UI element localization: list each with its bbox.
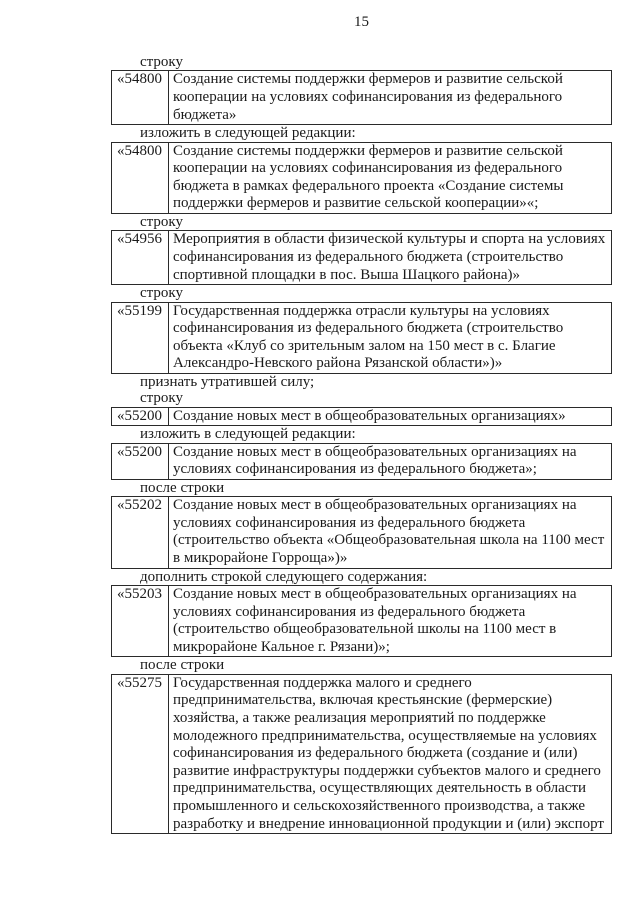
text-line: Государственная поддержка отрасли культуры на условиях xyxy=(173,302,550,319)
text-line: разработку и внедрение инновационной продукции и (или) экспорт xyxy=(173,815,604,832)
text-line: условиях софинансирования из федерального бюджета xyxy=(173,514,526,531)
row-text xyxy=(169,71,611,124)
instruction-label: после строки xyxy=(140,657,225,674)
text-line: предпринимательства, осуществляющих деятельность в области xyxy=(173,780,587,797)
row-text xyxy=(169,497,611,567)
text-line: софинансирования из федерального бюджета (создание и (или) xyxy=(173,745,578,762)
row-code: «54800 xyxy=(112,143,169,213)
row-code: «55275 xyxy=(112,675,169,833)
text-line: Создание новых мест в общеобразовательных организациях» xyxy=(173,407,566,424)
text-line: спортивной площадки в пос. Выша Шацкого района)» xyxy=(173,266,521,283)
instruction-label: строку xyxy=(140,390,183,407)
text-line: Государственная поддержка малого и среднего xyxy=(173,674,472,691)
text-line: промышленного и сельскохозяйственного производства, а также xyxy=(173,797,586,814)
page-number: 15 xyxy=(354,14,369,30)
text-line: Мероприятия в области физической культуры и спорта на условиях xyxy=(173,231,606,248)
table-row xyxy=(111,142,612,214)
instruction-label: признать утратившей силу; xyxy=(140,373,315,390)
text-line: молодежного предпринимательства, осуществляемые на условиях xyxy=(173,727,597,744)
row-text xyxy=(169,143,611,213)
text-line: хозяйства, а также реализация мероприятий по поддержке xyxy=(173,709,546,726)
table-row xyxy=(111,70,612,125)
text-line: (строительство объекта «Общеобразовательная школа на 1100 мест xyxy=(173,532,605,549)
row-code: «55199 xyxy=(112,303,169,373)
text-line: условиях софинансирования из федерального бюджета xyxy=(173,603,526,620)
row-text xyxy=(169,303,611,373)
row-text xyxy=(169,586,611,656)
document-body xyxy=(111,54,612,834)
text-line: объекта «Клуб со зрительным залом на 150 мест в с. Благие xyxy=(173,337,556,354)
text-line: Создание новых мест в общеобразовательных организациях на xyxy=(173,497,577,514)
text-line: кооперации на условиях софинансирования из федерального xyxy=(173,160,563,177)
text-line: Создание новых мест в общеобразовательных организациях на xyxy=(173,443,577,460)
text-line: поддержки фермеров и развитие сельской кооперации»«; xyxy=(173,195,539,212)
instruction-label: дополнить строкой следующего содержания: xyxy=(140,568,428,585)
table-row xyxy=(111,585,612,657)
table-row xyxy=(111,407,612,427)
text-line: бюджета» xyxy=(173,106,237,123)
row-text xyxy=(169,408,611,426)
text-line: кооперации на условиях софинансирования из федерального xyxy=(173,88,563,105)
instruction-label: изложить в следующей редакции: xyxy=(140,426,356,443)
table-row xyxy=(111,230,612,285)
text-line: (строительство общеобразовательной школы на 1100 мест в xyxy=(173,621,557,638)
row-code: «55202 xyxy=(112,497,169,567)
table-row xyxy=(111,302,612,374)
row-code: «55203 xyxy=(112,586,169,656)
row-text xyxy=(169,231,611,284)
instruction-label: строку xyxy=(140,54,183,70)
text-line: Создание системы поддержки фермеров и развитие сельской xyxy=(173,142,563,159)
text-line: софинансирования из федерального бюджета (строительство xyxy=(173,248,564,265)
row-text xyxy=(169,444,611,479)
text-line: Создание новых мест в общеобразовательных организациях на xyxy=(173,585,577,602)
text-line: условиях софинансирования из федерального бюджета»; xyxy=(173,461,537,478)
text-line: микрорайоне Кальное г. Рязани)»; xyxy=(173,638,390,655)
row-code: «55200 xyxy=(112,408,169,426)
text-line: предпринимательства, включая крестьянские (фермерские) xyxy=(173,692,553,709)
text-line: Александро-Невского района Рязанской области»)» xyxy=(173,355,503,372)
row-code: «54800 xyxy=(112,71,169,124)
text-line: бюджета в рамках федерального проекта «Создание системы xyxy=(173,177,564,194)
row-code: «55200 xyxy=(112,444,169,479)
row-code: «54956 xyxy=(112,231,169,284)
instruction-label: изложить в следующей редакции: xyxy=(140,125,356,142)
text-line: софинансирования из федерального бюджета (строительство xyxy=(173,320,564,337)
table-row xyxy=(111,443,612,480)
table-row xyxy=(111,674,612,834)
row-text xyxy=(169,675,611,833)
text-line: в микрорайоне Горроща»)» xyxy=(173,550,348,566)
table-row xyxy=(111,496,612,568)
instruction-label: строку xyxy=(140,213,183,230)
text-line: Создание системы поддержки фермеров и развитие сельской xyxy=(173,71,563,88)
text-line: развитие инфраструктуры поддержки субъектов малого и среднего xyxy=(173,762,601,779)
instruction-label: строку xyxy=(140,285,183,302)
instruction-label: после строки xyxy=(140,479,225,496)
